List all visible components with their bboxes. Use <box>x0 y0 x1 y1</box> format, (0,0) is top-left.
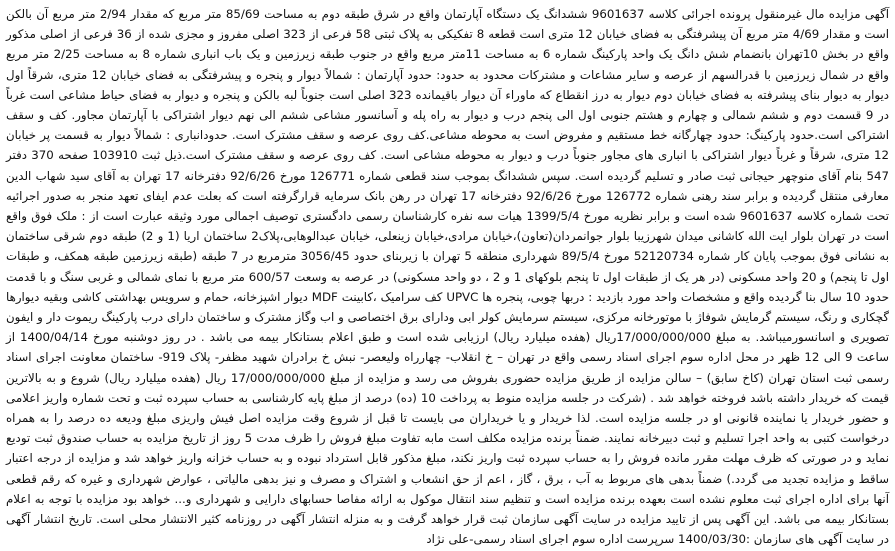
auction-notice-text: آگهی مزایده مال غیرمنقول پرونده اجرائی کلاسه 9601637 ششدانگ یک دستگاه آپارتمان واقع در شرق طبقه دوم به مساحت 85/69 متر مربع که مقدار 2/94 متر مربع آن بالکن است و مقدار 4/69 متر مربع آن پیشرفتگی به فضای خیابان 12 متری است قطعه 8 تفکیکی به پلاک ثبتی 58 فرعی از 323 اصلی مفروز و مجزی شده از 36 فرعی از اصلی مذکور واقع در بخش 10تهران بانضمام شش دانگ یک واحد پارکینگ شماره 6 به مساحت 11متر مربع واقع در جنوب طبقه زیرزمین و یک باب انباری شماره 8 به مساحت 2/25 متر مربع واقع در شمال زیرزمین با قدرالسهم از عرصه و سایر مشاعات و مشترکات محدود به حدود: حدود آپارتمان : شمالاً دیوار و پنجره و پیشرفتگی به فضای خیابان 12 متری، شرقاً اول دیوار به دیوار بنای پیشرفته به فضای خیابان دوم دیوار به درز انقطاع که ماوراء آن دیوار باقیمانده 323 اصلی است جنوباً لبه بالکن و پنجره و دیوار به فضای حیاط مشاعی است غرباً در 9 قسمت دوم و ششم شمالی و چهارم و هشتم جنوبی اول الی پنجم درب و دیوار به راه پله و آسانسور مشاعی ششم الی نهم دیوار اشتراکی با آپارتمان مجاور. کف و سقف اشتراکی است.حدود پارکینگ: حدود چهارگانه خط مستقیم و مفروض است به محوطه مشاعی.کف روی عرصه و سقف مشترک است. حدودانباری : شمالاً دیوار به قسمت پر خیابان 12 متری، شرقاً و غرباً دیوار اشتراکی با انباری های مجاور جنوباً درب و دیوار به محوطه مشاعی است. کف روی عرصه و سقف مشترک است.ذیل ثبت 103910 صفحه 370 دفتر 547 بنام آقای منوچهر حیجانی ثبت صادر و تسلیم گردیده است. سپس ششدانگ بموجب سند قطعی شماره 126771 مورخ 92/6/26 دفترخانه 17 تهران به آقای سید شهاب الدین معارفی منتقل گردیده و برابر سند رهنی شماره 126772 مورخ 92/6/26 دفترخانه 17 تهران در رهن بانک سرمایه قرارگرفته است که بعلت عدم ایفای تعهد منجر به صدور اجرائیه تحت شماره کلاسه 9601637 شده است و برابر نظریه مورخ 1399/5/4 هیات سه نفره کارشناسان رسمی دادگستری توصیف اجمالی مورد وثیقه عبارت است از : ملک فوق واقع است در تهران بلوار ایت الله کاشانی میدان شهرزیبا بلوار جوانمردان(تعاون)،خیابان مرادی،خیابان زینعلی، خیابان عبدالوهابی،پلاک2 ساختمان اریا (1 و 2) طبقه دوم شرقی ساختمان به نشانی فوق بموجب پایان کار شماره 52120734 مورخ 89/5/4 شهرداری منطقه 5 تهران با زیربنای حدود 3056/45 مترمربع در 7 طبقه (طبقه زیرزمین طبقه همکف، و طبقات اول تا پنجم) و 20 واحد مسکونی (در هر یک از طبقات اول تا پنجم بلوکهای 1 و 2 ، دو واحد مسکونی) در عرصه به وسعت 600/57 متر مربع با نمای شمالی و غربی سنگ و با قدمت حدود 10 سال بنا گردیده واقع و مشخصات واحد مورد بازدید : دربها چوبی، پنجره ها UPVC کف سرامیک ،کابینت MDF دیوار اشپزخانه، حمام و سرویس بهداشتی کاشی وبقیه دیوارها گچکاری و رنگ، سیستم گرمایش شوفاژ با موتورخانه مرکزی، سیستم سرمایش کولر ابی ودارای برق اختصاصی و اب وگاز مشترک و ساختمان دارای درب پارکینگ ریموت دار و ایفون تصویری و اسانسورمیباشد. به مبلغ 17/000/000/000ریال (هفده میلیارد ریال) ارزیابی شده است و طبق اعلام بستانکار بیمه می باشد . در روز دوشنبه مورخ 1400/04/14 از ساعت 9 الی 12 ظهر در محل اداره سوم اجرای اسناد رسمی واقع در تهران – خ انقلاب- چهارراه ولیعصر- نبش خ برادران شهید مظفر- پلاک 919- ساختمان معاونت اجرای اسناد رسمی ثبت استان تهران (کاخ سابق) – سالن مزایده از طریق مزایده حضوری بفروش می رسد و مزایده از مبلغ 17/000/000/000 ریال (هفده میلیارد ریال) شروع و به بالاترین قیمت که خریدار داشته باشد فروخته خواهد شد . (شرکت در جلسه مزایده منوط به پرداخت 10 (ده) درصد از مبلغ پایه کارشناسی به حساب سپرده ثبت و تحت شماره واریز اعلامی و حضور خریدار یا نماینده قانونی او در جلسه مزایده است. لذا خریدار و یا خریداران می بایست تا قبل از شروع وقت مزایده اصل فیش واریزی مبلغ ودیعه ده درصد را به همراه درخواست کتبی به واحد اجرا تسلیم و ثبت دبیرخانه نمایند. ضمناً برنده مزایده مکلف است مابه تفاوت مبلغ فروش را ظرف مدت 5 روز از تاریخ مزایده به حساب صندوق ثبت تودیع نماید و در صورتی که ظرف مهلت مقرر مانده فروش را به حساب سپرده ثبت واریز نکند، مبلغ مذکور قابل استرداد نبوده و به حساب خزانه واریز خواهد شد و مزایده از درجه اعتبار ساقط و مزایده تجدید می گردد.) ضمناً بدهی های مربوط به آب ، برق ، گاز ، اعم از حق انشعاب و اشتراک و مصرف و نیز بدهی مالیاتی ، عوارض شهرداری و غیره که رقم قطعی آنها برای اداره اجرای ثبت معلوم نشده است بعهده برنده مزایده است و تنظیم سند انتقال موکول به ارائه مفاصا حسابهای دارایی و شهرداری و... خواهد بود مزایده با توجه به اعلام بستانکار بیمه می باشد. این آگهی پس از تایید مزایده در سایت آگهی سازمان ثبت قرار خواهد گرفت و به منزله انتشار آگهی در روزنامه کثیر الانتشار محلی است. تاریخ انتشار آگهی در سایت آگهی های سازمان :1400/03/30 سرپرست اداره سوم اجرای اسناد رسمی-علی نژاد <box>6 7 890 547</box>
